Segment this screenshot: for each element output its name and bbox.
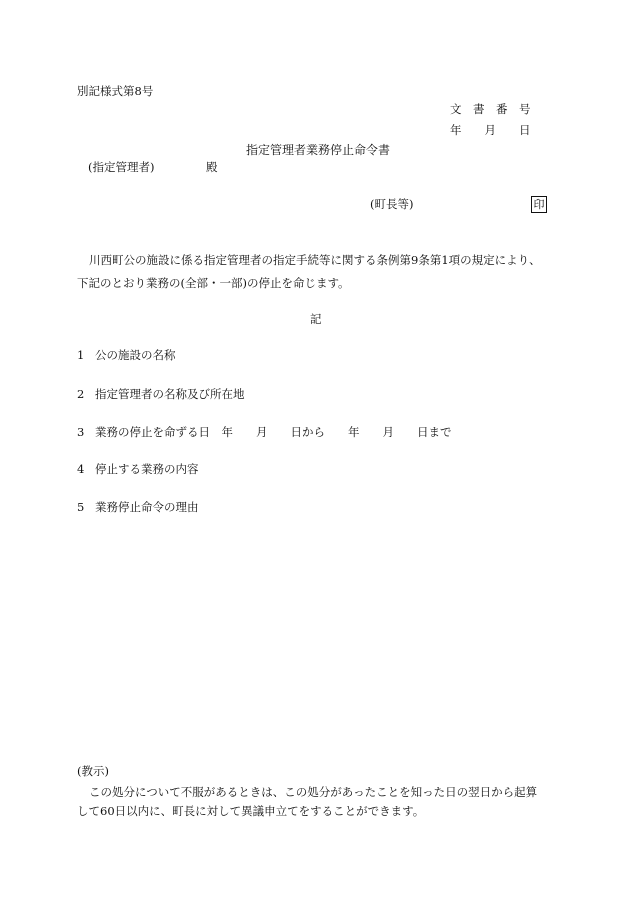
item-number: 5 bbox=[77, 500, 85, 514]
item-text: 指定管理者の名称及び所在地 bbox=[95, 387, 245, 401]
form-number: 別記様式第8号 bbox=[77, 84, 154, 98]
ki-heading: 記 bbox=[310, 312, 322, 326]
item-number: 1 bbox=[77, 348, 85, 362]
document-number-label: 文 書 番 号 bbox=[450, 102, 531, 116]
notice-line-1 bbox=[77, 783, 567, 802]
addressee-honorific: 殿 bbox=[206, 160, 218, 174]
list-item bbox=[77, 349, 176, 363]
document-title: 指定管理者業務停止命令書 bbox=[246, 143, 391, 157]
issuer-label: (町長等) bbox=[370, 197, 414, 211]
item-text: 業務の停止を命ずる日 bbox=[95, 425, 210, 439]
order-body-line-2: 下記のとおり業務の(全部・一部)の停止を命じます。 bbox=[77, 275, 350, 290]
notice-line-1-text: この処分について不服があるときは、この処分があったことを知った日の翌日から起算 bbox=[89, 785, 538, 799]
item-number: 4 bbox=[77, 462, 85, 476]
list-item bbox=[77, 463, 199, 477]
order-body bbox=[77, 254, 557, 300]
notice-line-2: して60日以内に、町長に対して異議申立てをすることができます。 bbox=[77, 804, 425, 818]
seal-mark: 印 bbox=[531, 196, 547, 213]
list-item bbox=[77, 388, 245, 402]
list-item bbox=[77, 426, 452, 440]
item-text: 停止する業務の内容 bbox=[95, 462, 199, 476]
addressee-label: (指定管理者) bbox=[88, 160, 155, 174]
order-body-line-1: 川西町公の施設に係る指定管理者の指定手続等に関する条例第9条第1項の規定により、 bbox=[89, 253, 541, 267]
document-date-label: 年 月 日 bbox=[450, 123, 531, 137]
list-item bbox=[77, 501, 199, 515]
notice-heading: (教示) bbox=[77, 764, 109, 778]
item-text: 業務停止命令の理由 bbox=[95, 500, 199, 514]
suspension-date-range: 年 月 日から 年 月 日まで bbox=[210, 425, 452, 439]
notice-body bbox=[77, 783, 567, 821]
item-number: 3 bbox=[77, 425, 85, 439]
item-number: 2 bbox=[77, 387, 85, 401]
item-text: 公の施設の名称 bbox=[95, 348, 176, 362]
